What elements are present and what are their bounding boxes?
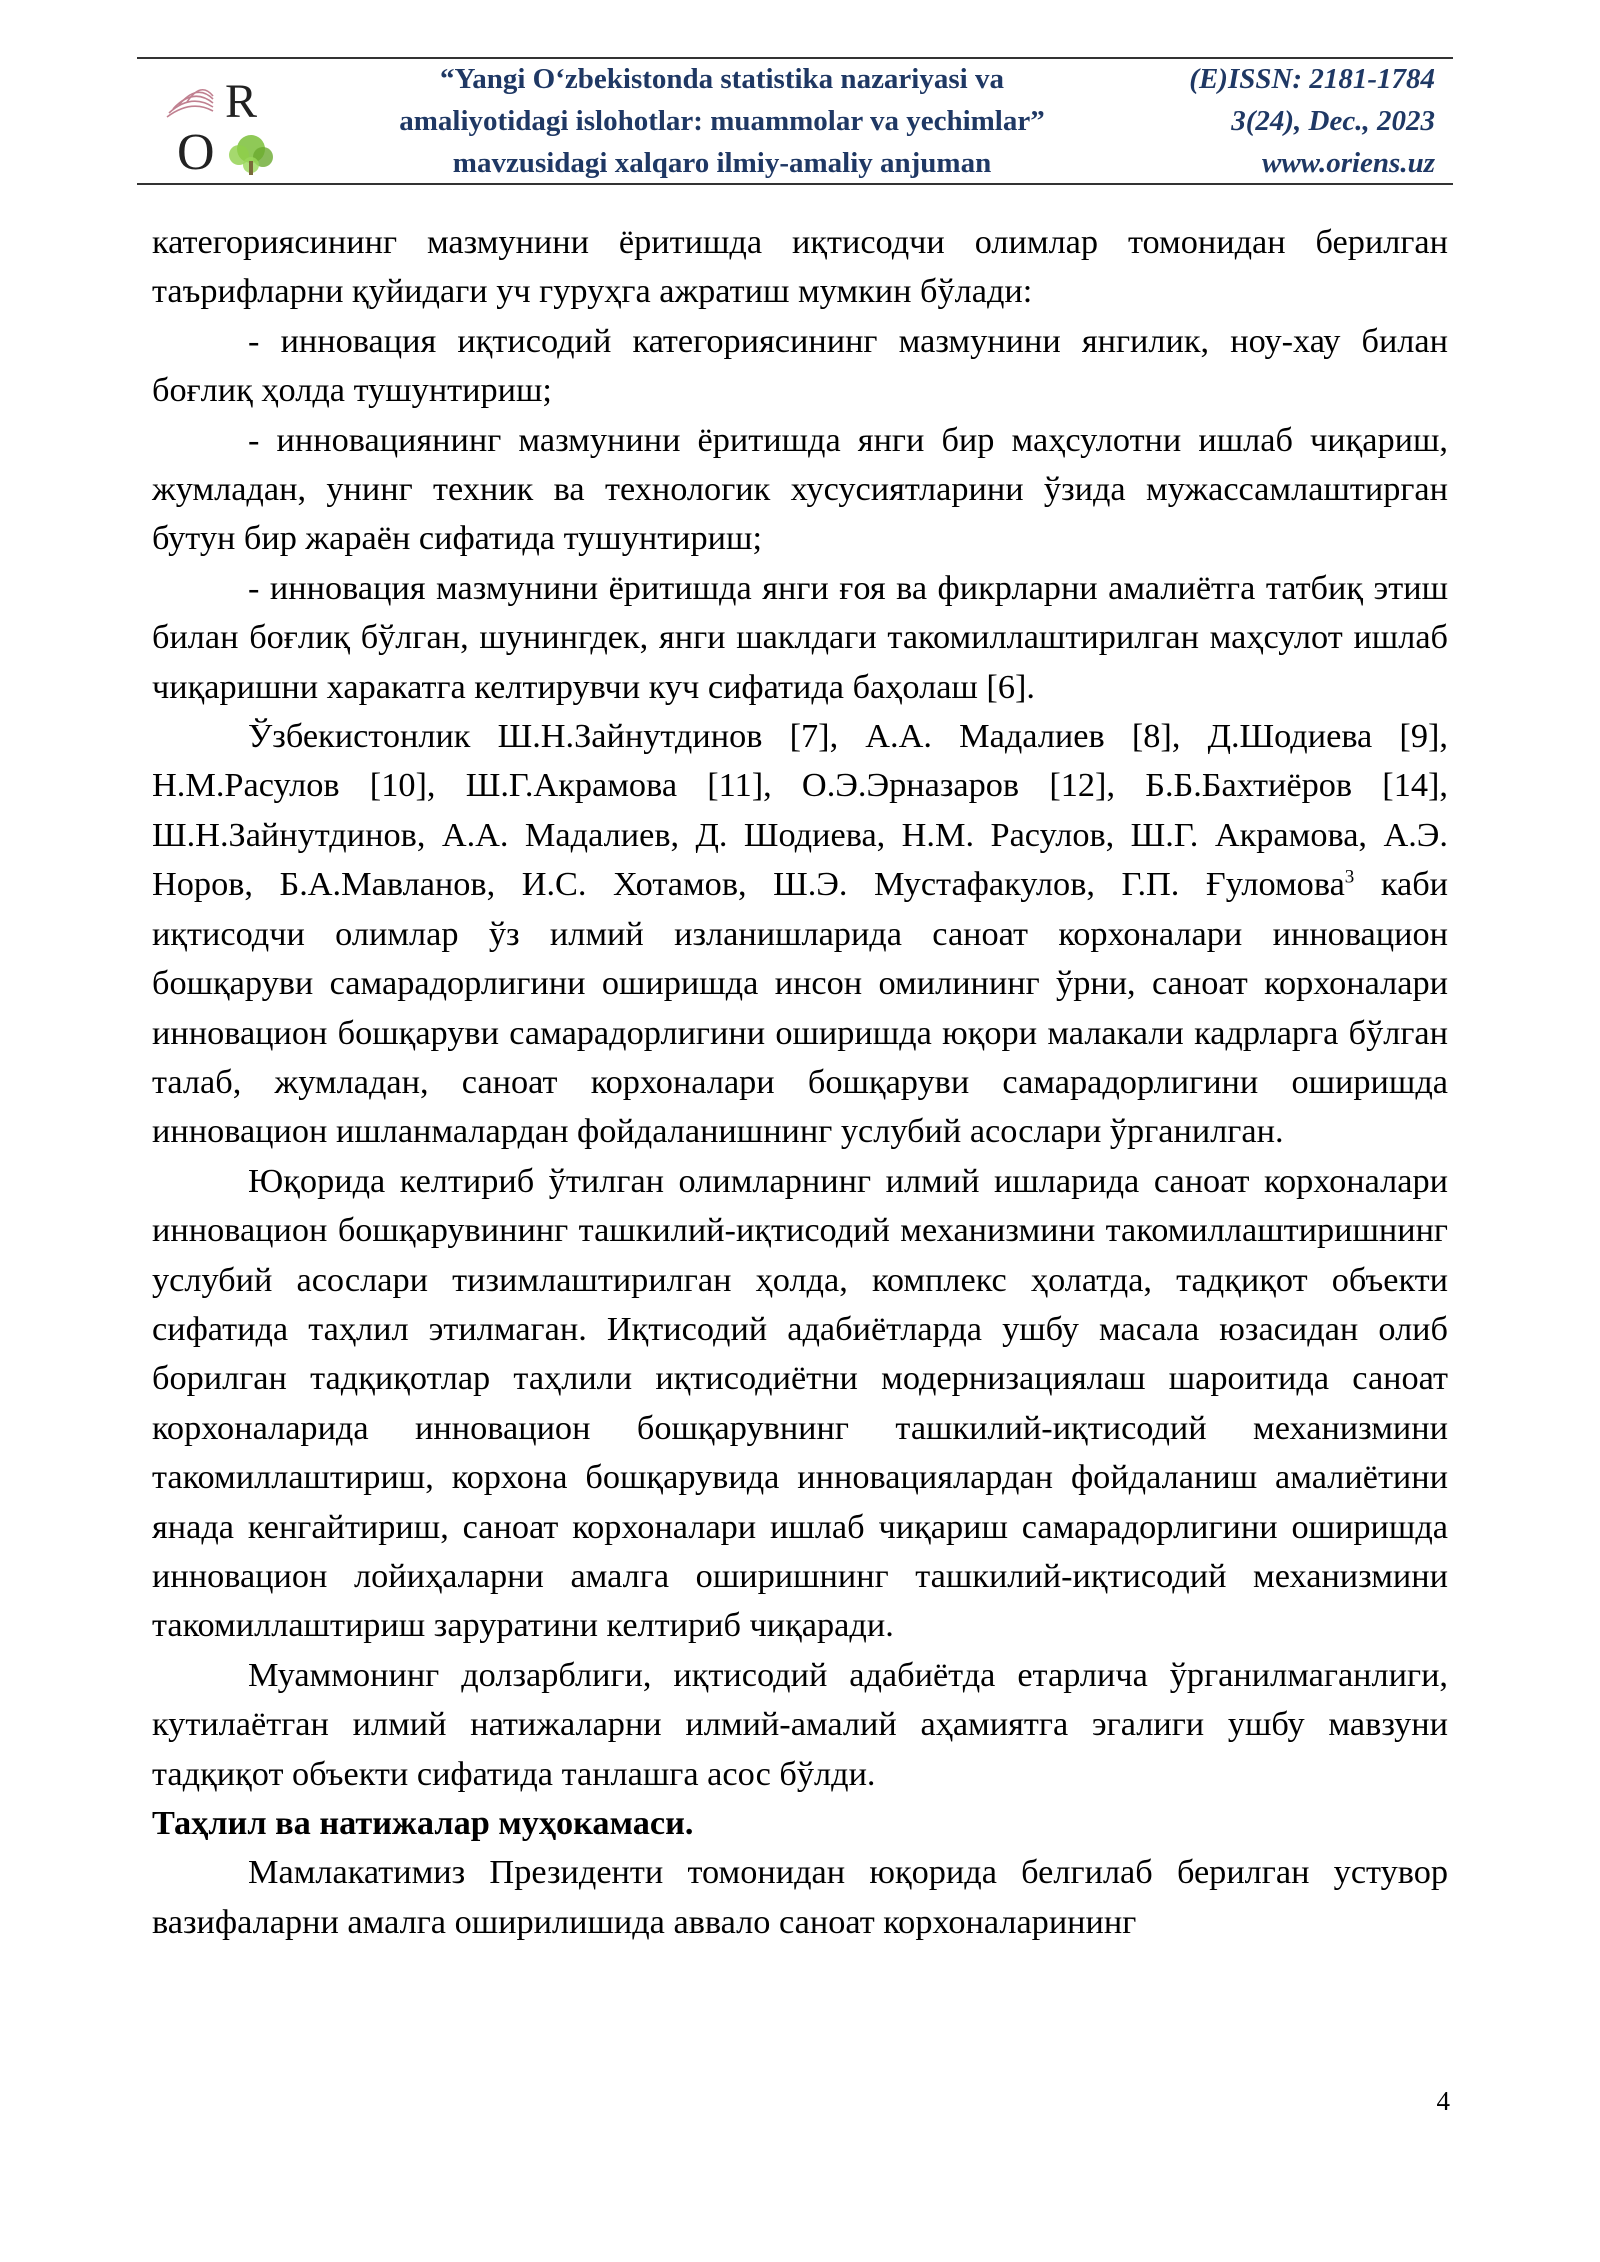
logo-letter-r: R bbox=[225, 75, 258, 128]
journal-header bbox=[137, 57, 1453, 185]
section-heading: Таҳлил ва натижалар муҳокамаси. bbox=[152, 1804, 694, 1842]
paragraph bbox=[152, 712, 1448, 1157]
list-item: - инновациянинг мазмунини ёритишда янги бир маҳсулотни ишлаб чиқариш, жумладан, унинг техник ва технологик хусусиятларини ўзида мужассамлаштирган бутун бир жараён сифатида тушунтириш; bbox=[152, 420, 1448, 558]
journal-info bbox=[1189, 59, 1435, 183]
paragraph: Мамлакатимиз Президенти томонидан юқорида белгилаб берилган устувор вазифаларни амалга оширилишида аввало саноат корхоналарининг bbox=[152, 1853, 1448, 1941]
conference-title bbox=[352, 59, 1092, 183]
conference-title-line: amaliyotidagi islohotlar: muammolar va yechimlar” bbox=[399, 105, 1045, 137]
tree-icon bbox=[229, 135, 273, 175]
paragraph: Муаммонинг долзарблиги, иқтисодий адабиётда етарлича ўрганилмаганлиги, кутилаётган илмий натижаларни илмий-амалий аҳамиятга эгалиги ушбу мавзуни тадқиқот объекти сифатида танлашга асос бўлди. bbox=[152, 1655, 1448, 1793]
paragraph-text: каби иқтисодчи олимлар ўз илмий изланишларида саноат корхоналари инновацион бошқаруви самарадорлигини оширишда инсон омилининг ўрни, саноат корхоналари инновацион бошқаруви самарадорлигини оширишда юқори малакали кадрларга бўлган талаб, жумладан, саноат корхоналари бошқаруви самарадорлигини оширишда инновацион ишланмалардан фойдаланишнинг услубий асослари ўрганилган. bbox=[152, 865, 1448, 1151]
conference-title-line: mavzusidagi xalqaro ilmiy-amaliy anjuman bbox=[452, 147, 992, 179]
issn: (E)ISSN: 2181-1784 bbox=[1189, 63, 1435, 95]
conference-title-line: “Yangi O‘zbekistonda statistika nazariyasi va bbox=[440, 63, 1004, 95]
paragraph-text: Ўзбекистонлик Ш.Н.Зайнутдинов [7], А.А. Мадалиев [8], Д.Шодиева [9], Н.М.Расулов [10], Ш.Г.Акрамова [11], О.Э.Эрназаров [12], Б.Б.Бахтиёров [14], Ш.Н.Зайнутдинов, А.А. Мадалиев, Д. Шодиева, Н.М. Расулов, Ш.Г. Акрамова, А.Э. Норов, Б.А.Мавланов, И.С. Хотамов, Ш.Э. Мустафакулов, Г.П. Ғуломова bbox=[152, 717, 1448, 904]
list-item: - инновация иқтисодий категориясининг мазмунини янгилик, ноу-хау билан боғлиқ ҳолда тушунтириш; bbox=[152, 321, 1448, 410]
oriens-logo bbox=[157, 69, 307, 177]
page-number: 4 bbox=[1436, 2086, 1450, 2116]
footnote-marker[interactable]: 3 bbox=[1344, 866, 1355, 888]
logo-graphic bbox=[157, 69, 307, 177]
paragraph: Юқорида келтириб ўтилган олимларнинг илмий ишларида саноат корхоналари инновацион бошқарувининг ташкилий-иқтисодий механизмини такомиллаштиришнинг услубий асослари тизимлаштирилган ҳолда, комплекс ҳолатда, тадқиқот объекти сифатида таҳлил этилмаган. Иқтисодий адабиётларда ушбу масала юзасидан олиб борилган тадқиқотлар таҳлили иқтисодиётни модернизациялаш шароитида саноат корхоналарида инновацион бошқарувнинг ташкилий-иқтисодий механизмини такомиллаштириш, корхона бошқарувида инновациялардан фойдаланиш амалиётини янада кенгайтириш, саноат корхоналари ишлаб чиқариш самарадорлигини оширишда инновацион лойиҳаларни амалга оширишнинг ташкилий-иқтисодий механизмини такомиллаштириш заруратини келтириб чиқаради. bbox=[152, 1161, 1448, 1645]
issue-number: 3(24), Dec., 2023 bbox=[1231, 105, 1435, 137]
list-item: - инновация мазмунини ёритишда янги ғоя ва фикрларни амалиётга татбиқ этиш билан боғлиқ бўлган, шунингдек, янги шаклдаги такомиллаштирилган маҳсулот ишлаб чиқаришни харакатга келтирувчи куч сифатида баҳолаш [6]. bbox=[152, 568, 1448, 706]
website-link[interactable]: www.oriens.uz bbox=[1262, 147, 1435, 179]
article-body bbox=[152, 218, 1448, 1947]
paragraph: категориясининг мазмунини ёритишда иқтисодчи олимлар томонидан берилган таърифларни қуйидаги уч гуруҳга ажратиш мумкин бўлади: bbox=[152, 223, 1448, 311]
logo-letter-o: O bbox=[177, 124, 215, 177]
